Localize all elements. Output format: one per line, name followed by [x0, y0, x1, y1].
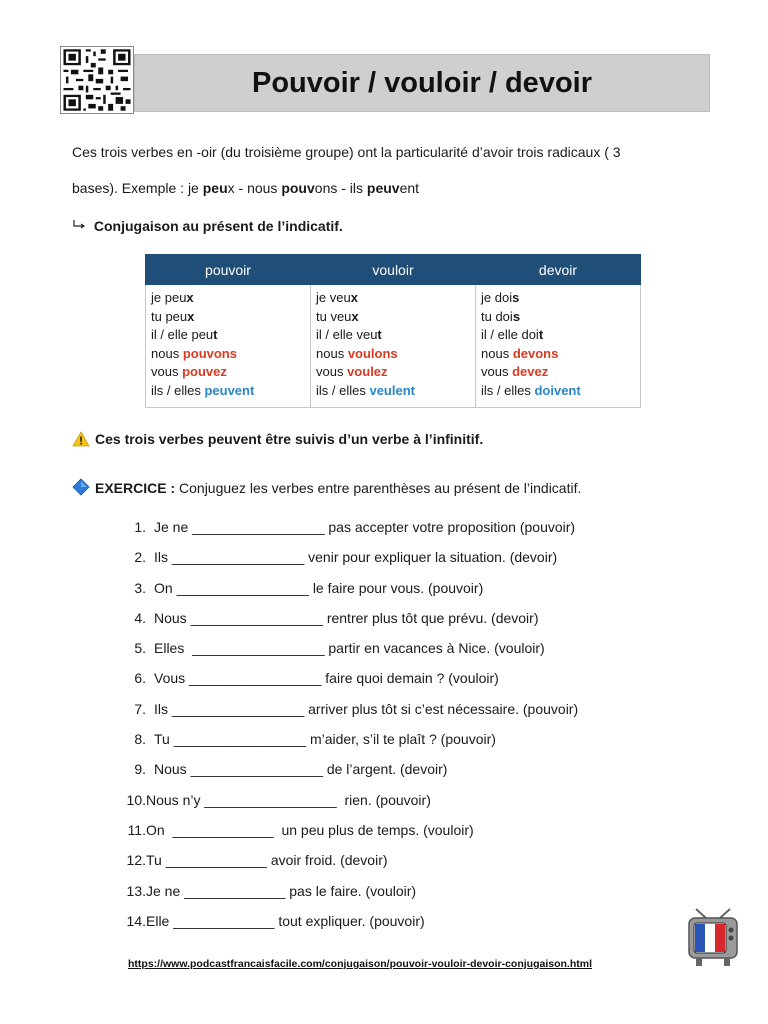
source-link[interactable]: https://www.podcastfrancaisfacile.com/conjugaison/pouvoir-vouloir-devoir-conjugaison.html — [128, 958, 592, 970]
intro-line-1: Ces trois verbes en -oir (du troisième groupe) ont la particularité d’avoir trois radicaux ( 3 — [72, 144, 621, 160]
conjugation-line: tu peux — [151, 308, 195, 324]
exercise-item — [118, 906, 578, 936]
exercise-number: 6. — [134, 670, 146, 687]
example-stem-2: pouv — [281, 180, 315, 196]
header-devoir: devoir — [476, 255, 641, 285]
blue-diamond-icon — [72, 478, 90, 499]
conjugation-line: ils / elles peuvent — [151, 382, 255, 398]
tv-logo-icon — [686, 908, 740, 970]
exercise-sentence: On _____________ un peu plus de temps. (vouloir) — [146, 821, 474, 838]
exercise-item — [118, 754, 578, 784]
conjugation-line: je veux — [316, 290, 358, 305]
exercise-item — [118, 663, 578, 693]
page-title: Pouvoir / vouloir / devoir — [252, 67, 592, 99]
conjugation-line: nous pouvons — [151, 345, 237, 361]
warning-icon — [72, 431, 90, 450]
conjugation-line: je dois — [481, 290, 520, 305]
exercise-item — [118, 815, 578, 845]
conjugation-line: il / elle veut — [316, 327, 382, 342]
conjugation-line: il / elle doit — [481, 327, 544, 342]
intro-paragraph — [72, 134, 712, 206]
exercise-number: 11. — [127, 821, 146, 838]
qr-code-icon — [60, 46, 134, 114]
column-vouloir — [311, 285, 476, 408]
exercise-number: 5. — [134, 640, 146, 657]
exercise-item — [118, 633, 578, 663]
exercise-item — [118, 512, 578, 542]
exercise-sentence: Tu _____________ avoir froid. (devoir) — [146, 852, 388, 869]
exercise-number: 14. — [126, 912, 146, 929]
exercise-number: 2. — [134, 549, 146, 566]
infinitive-note: Ces trois verbes peuvent être suivis d’un verbe à l’infinitif. — [72, 431, 483, 450]
exercise-sentence: Nous _________________ de l’argent. (devoir) — [154, 761, 448, 778]
exercise-sentence: Ils _________________ venir pour expliquer la situation. (devoir) — [154, 549, 558, 566]
conjugation-line: vous pouvez — [151, 364, 227, 379]
conjugation-line: nous voulons — [316, 345, 398, 361]
conjugation-line: tu veux — [316, 308, 359, 324]
exercise-text: Conjuguez les verbes entre parenthèses au présent de l’indicatif. — [175, 480, 582, 496]
exercise-sentence: Nous _________________ rentrer plus tôt que prévu. (devoir) — [154, 609, 539, 626]
header-pouvoir: pouvoir — [146, 255, 311, 285]
column-pouvoir — [146, 285, 311, 408]
exercise-sentence: Je ne _________________ pas accepter votre proposition (pouvoir) — [154, 519, 576, 535]
conjugation-line: il / elle peut — [151, 327, 218, 342]
exercise-item — [118, 694, 578, 724]
conjugation-line: ils / elles veulent — [316, 382, 415, 398]
header-vouloir: vouloir — [311, 255, 476, 285]
exercise-item — [118, 603, 578, 633]
exercise-sentence: Elles _________________ partir en vacances à Nice. (vouloir) — [154, 640, 545, 657]
example-stem-1: peu — [202, 180, 228, 196]
exercise-instruction — [72, 478, 581, 499]
intro-line-2: bases). Exemple : je peux - nous pouvons - ils peuvent — [72, 180, 420, 196]
exercise-sentence: Vous _________________ faire quoi demain ? (vouloir) — [154, 670, 499, 687]
title-bar — [134, 54, 710, 112]
section-heading: Conjugaison au présent de l’indicatif. — [72, 218, 343, 234]
exercise-label: EXERCICE : — [95, 480, 176, 496]
exercise-item — [118, 542, 578, 572]
exercise-number: 7. — [134, 700, 146, 717]
exercise-item — [118, 845, 578, 875]
exercise-item — [118, 876, 578, 906]
exercise-sentence: Nous n’y _________________ rien. (pouvoir) — [146, 791, 431, 808]
exercise-number: 1. — [134, 519, 146, 535]
exercise-number: 13. — [126, 882, 146, 899]
exercise-item — [118, 785, 578, 815]
exercise-item — [118, 724, 578, 754]
exercise-list — [118, 512, 578, 936]
conjugation-line: tu dois — [481, 308, 521, 324]
column-devoir — [476, 285, 641, 408]
conjugation-table — [145, 254, 641, 408]
example-stem-3: peuv — [366, 180, 400, 196]
arrow-icon — [72, 218, 90, 234]
exercise-number: 10. — [126, 791, 146, 808]
exercise-sentence: Ils _________________ arriver plus tôt si c’est nécessaire. (pouvoir) — [154, 700, 579, 717]
exercise-sentence: Tu _________________ m’aider, s’il te plaît ? (pouvoir) — [154, 731, 496, 748]
exercise-sentence: On _________________ le faire pour vous. (pouvoir) — [154, 579, 484, 596]
exercise-number: 3. — [134, 579, 146, 596]
conjugation-line: nous devons — [481, 345, 559, 361]
conjugation-line: vous voulez — [316, 364, 388, 379]
exercise-item — [118, 573, 578, 603]
exercise-number: 4. — [134, 609, 146, 626]
conjugation-line: je peux — [151, 290, 194, 305]
conjugation-line: vous devez — [481, 364, 549, 379]
exercise-number: 12. — [126, 852, 146, 869]
exercise-number: 9. — [134, 761, 146, 778]
conjugation-line: ils / elles doivent — [481, 382, 581, 398]
exercise-sentence: Je ne _____________ pas le faire. (vouloir) — [146, 882, 417, 899]
exercise-sentence: Elle _____________ tout expliquer. (pouvoir) — [146, 912, 425, 929]
exercise-number: 8. — [134, 731, 146, 748]
